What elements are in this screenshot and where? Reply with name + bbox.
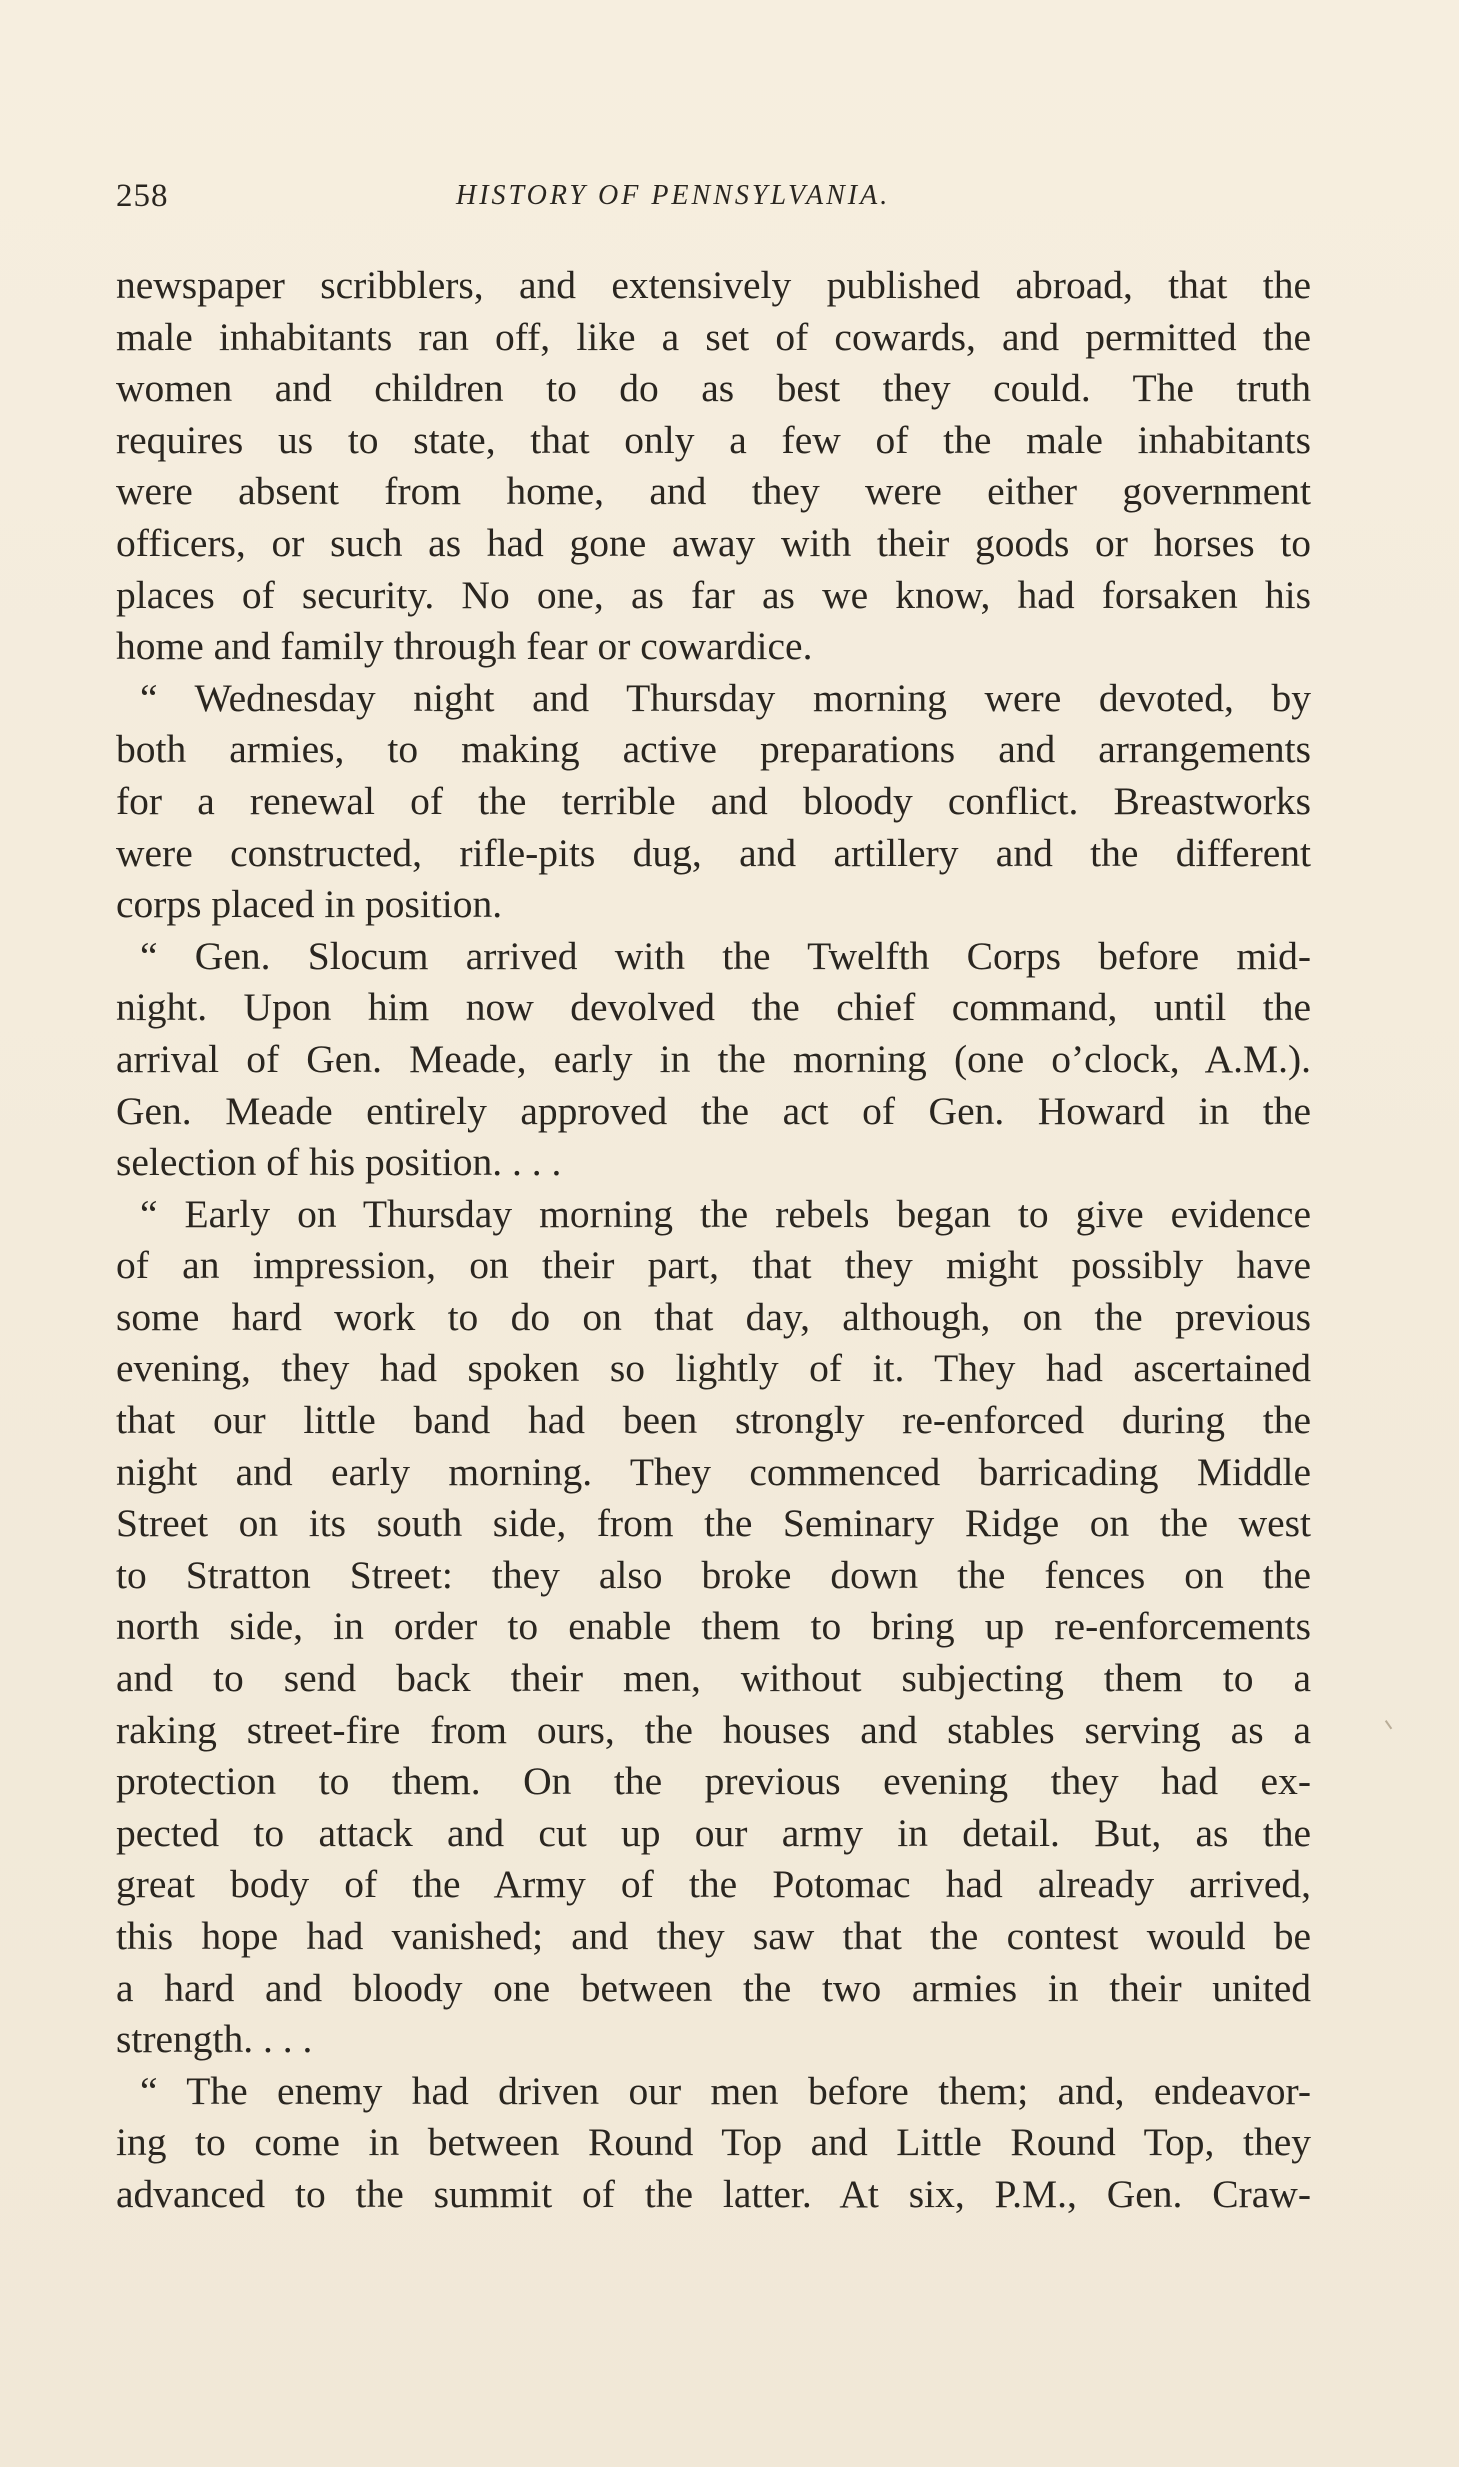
text-line: and to send back their men, without subjecting them to a xyxy=(116,1656,1311,1701)
text-line: night. Upon him now devolved the chief command, until the xyxy=(116,985,1311,1030)
text-line: to Stratton Street: they also broke down the fences on the xyxy=(116,1552,1311,1597)
text-line: advanced to the summit of the latter. At six, P.M., Gen. Craw- xyxy=(116,2171,1311,2216)
text-line: newspaper scribblers, and extensively published abroad, that the xyxy=(116,263,1311,307)
text-line: of an impression, on their part, that they might possibly have xyxy=(116,1243,1311,1288)
body-text xyxy=(116,260,1311,2221)
text-line: this hope had vanished; and they saw that the contest would be xyxy=(116,1914,1311,1958)
text-line: pected to attack and cut up our army in detail. But, as the xyxy=(116,1810,1311,1855)
text-line: “ Wednesday night and Thursday morning were devoted, by xyxy=(140,675,1311,720)
text-line: selection of his position. . . . xyxy=(116,1140,562,1185)
text-line: “ Early on Thursday morning the rebels began to give evidence xyxy=(140,1191,1311,1236)
paper-mark xyxy=(1385,1717,1397,1730)
text-line: women and children to do as best they could. The truth xyxy=(116,366,1311,411)
text-line: evening, they had spoken so lightly of it. They had ascertained xyxy=(116,1346,1311,1391)
page-number: 258 xyxy=(116,178,169,214)
text-line: ing to come in between Round Top and Little Round Top, they xyxy=(116,2120,1311,2165)
text-line: north side, in order to enable them to bring up re-enforcements xyxy=(116,1604,1311,1649)
text-line: Gen. Meade entirely approved the act of Gen. Howard in the xyxy=(116,1088,1311,1133)
text-line: for a renewal of the terrible and bloody conflict. Breastworks xyxy=(116,778,1311,823)
text-line: strength. . . . xyxy=(116,2017,313,2062)
text-line: night and early morning. They commenced barricading Middle xyxy=(116,1449,1311,1494)
text-line: places of security. No one, as far as we know, had forsaken his xyxy=(116,572,1311,617)
text-line: were absent from home, and they were either government xyxy=(116,469,1311,514)
text-line: corps placed in position. xyxy=(116,882,503,927)
text-line: that our little band had been strongly re-enforced during the xyxy=(116,1398,1311,1443)
text-line: a hard and bloody one between the two armies in their united xyxy=(116,1965,1311,2010)
text-line: arrival of Gen. Meade, early in the morning (one o’clock, A.M.). xyxy=(116,1036,1311,1081)
text-line: some hard work to do on that day, although, on the previous xyxy=(116,1294,1311,1339)
text-line: officers, or such as had gone away with their goods or horses to xyxy=(116,520,1311,565)
text-line: both armies, to making active preparations and arrangements xyxy=(116,727,1311,772)
text-line: male inhabitants ran off, like a set of cowards, and permitted the xyxy=(116,314,1311,359)
text-line: raking street-fire from ours, the houses and stables serving as a xyxy=(116,1707,1311,1752)
text-line: requires us to state, that only a few of the male inhabitants xyxy=(116,417,1311,462)
running-title: HISTORY OF PENNSYLVANIA. xyxy=(456,180,891,211)
text-line: “ Gen. Slocum arrived with the Twelfth Corps before mid- xyxy=(140,933,1311,978)
text-line: great body of the Army of the Potomac had already arrived, xyxy=(116,1862,1311,1907)
text-line: were constructed, rifle-pits dug, and artillery and the different xyxy=(116,830,1311,875)
text-line: protection to them. On the previous evening they had ex- xyxy=(116,1759,1311,1804)
running-head xyxy=(116,178,1306,234)
text-line: home and family through fear or cowardice. xyxy=(116,624,813,669)
text-line: Street on its south side, from the Seminary Ridge on the west xyxy=(116,1501,1311,1546)
text-line: “ The enemy had driven our men before them; and, endeavor- xyxy=(140,2068,1311,2113)
